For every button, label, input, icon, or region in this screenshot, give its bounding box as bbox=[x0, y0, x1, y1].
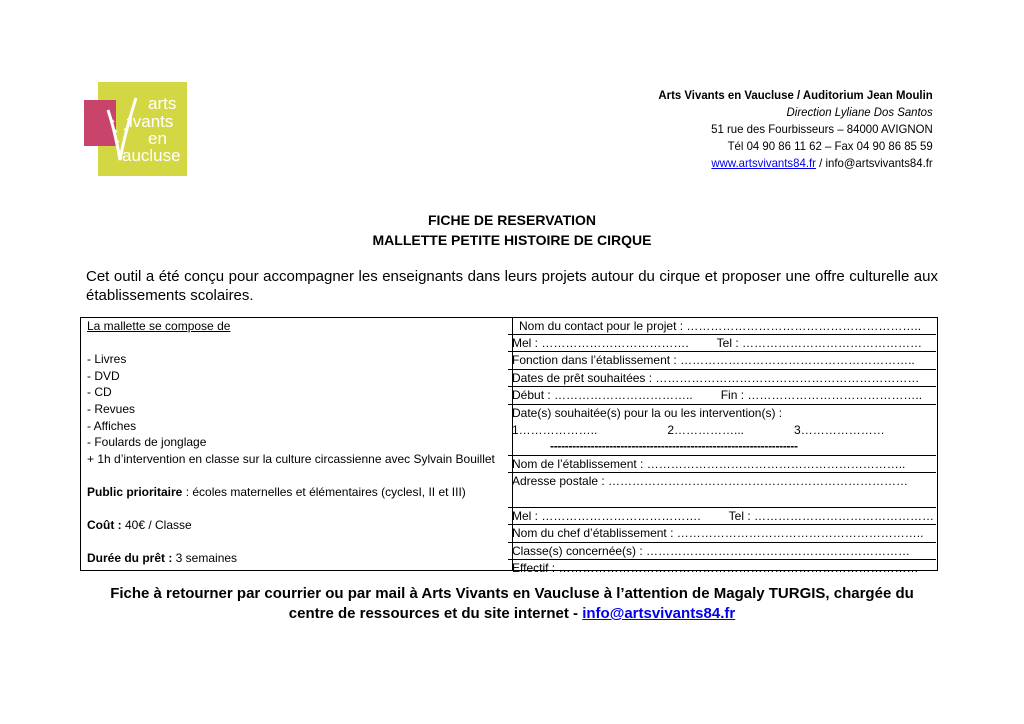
direction-line: Direction Lyliane Dos Santos bbox=[786, 105, 933, 119]
duration-label: Durée du prêt : bbox=[87, 551, 173, 566]
kit-item: + 1h d’intervention en classe sur la culture circassienne avec Sylvain Bouillet bbox=[87, 451, 495, 466]
intro-paragraph: Cet outil a été conçu pour accompagner les enseignants dans leurs projets autour du cirque et proposer une offre culturelle aux établissements scolaires. bbox=[86, 268, 938, 304]
school-mel-field[interactable]: Mel : …………………………………. bbox=[512, 508, 701, 523]
logo-text-ivants: ivants bbox=[129, 112, 174, 131]
logo-text-aucluse: aucluse bbox=[122, 146, 181, 165]
loan-duration-line bbox=[87, 550, 506, 567]
link-separator: / bbox=[816, 156, 826, 170]
postal-address-field[interactable]: Adresse postale : ………………………………………………………………… bbox=[508, 472, 936, 506]
intervention-date-3[interactable]: 3………………… bbox=[794, 422, 885, 437]
title-line-1: FICHE DE RESERVATION bbox=[427, 212, 597, 228]
head-teacher-field[interactable]: Nom du chef d’établissement : …………………………………………………….. bbox=[508, 524, 936, 542]
phone-line: Tél 04 90 86 11 62 – Fax 04 90 86 85 59 bbox=[727, 139, 933, 153]
kit-item: - Revues bbox=[87, 401, 136, 416]
address-line: 51 rue des Fourbisseurs – 84000 AVIGNON bbox=[711, 122, 933, 136]
logo-text-arts: arts bbox=[148, 94, 177, 113]
arts-vivants-logo-icon bbox=[84, 82, 187, 176]
function-field[interactable]: Fonction dans l’établissement : ………………………………………………….. bbox=[508, 351, 936, 369]
public-value: : écoles maternelles et élémentaires (cyclesI, II et III) bbox=[182, 484, 466, 499]
kit-item: - Livres bbox=[87, 352, 127, 367]
kit-item: - DVD bbox=[87, 368, 120, 383]
public-label: Public prioritaire bbox=[87, 484, 183, 499]
kit-heading: La mallette se compose de bbox=[87, 319, 231, 333]
school-tel-field[interactable]: Tel : ……………………………………… bbox=[728, 508, 935, 523]
document-title bbox=[0, 210, 1024, 250]
intervention-date-2[interactable]: 2……………... bbox=[667, 422, 745, 437]
return-text: Fiche à retourner par courrier ou par mail à Arts Vivants en Vaucluse à l’attention de Magaly TURGIS, chargée du centre de ressources et du site internet - bbox=[110, 585, 914, 622]
contact-name-field[interactable]: Nom du contact pour le projet : ………………………………………………….. bbox=[519, 319, 922, 333]
start-end-row bbox=[508, 386, 936, 404]
school-name-field[interactable]: Nom de l’établissement : ……………………………………………………….. bbox=[508, 455, 936, 473]
return-email-link[interactable]: info@artsvivants84.fr bbox=[582, 605, 736, 622]
duration-value: 3 semaines bbox=[172, 551, 238, 566]
organization-header bbox=[659, 87, 933, 172]
end-date-field[interactable]: Fin : …………………………………….. bbox=[720, 388, 923, 403]
kit-item: - Affiches bbox=[87, 418, 137, 433]
section-divider: ------------------------------------------------------------------- bbox=[550, 439, 798, 454]
header-email: info@artsvivants84.fr bbox=[825, 156, 933, 170]
mel-tel-row-1 bbox=[508, 334, 936, 352]
cost-line bbox=[87, 517, 506, 534]
return-instructions bbox=[0, 584, 1024, 624]
website-link[interactable]: www.artsvivants84.fr bbox=[711, 156, 817, 170]
classes-field[interactable]: Classe(s) concernée(s) : ………………………………………………………… bbox=[508, 542, 936, 560]
organization-name: Arts Vivants en Vaucluse / Auditorium Jean Moulin bbox=[658, 88, 933, 102]
kit-contents-cell bbox=[81, 318, 513, 571]
contact-form-fields bbox=[512, 317, 936, 577]
mel-tel-row-2 bbox=[508, 507, 936, 525]
title-line-2: MALLETTE PETITE HISTOIRE DE CIRQUE bbox=[372, 232, 652, 248]
start-date-field[interactable]: Début : …………………………….. bbox=[512, 388, 693, 403]
loan-dates-field[interactable]: Dates de prêt souhaitées : ………………………………………………………… bbox=[508, 369, 936, 387]
contact-links bbox=[659, 155, 933, 172]
logo-text-en: en bbox=[148, 129, 167, 148]
public-line bbox=[87, 484, 506, 501]
cost-label: Coût : bbox=[87, 518, 122, 533]
headcount-field[interactable]: Effectif : ……………………………………………………………………………… bbox=[508, 559, 936, 577]
kit-item: - Foulards de jonglage bbox=[87, 435, 207, 450]
kit-item: - CD bbox=[87, 385, 112, 400]
cost-value: 40€ / Classe bbox=[121, 518, 192, 533]
tel-field[interactable]: Tel : ……………………………………… bbox=[716, 335, 923, 350]
logo bbox=[84, 82, 187, 176]
intervention-dates-label: Date(s) souhaitée(s) pour la ou les intervention(s) : bbox=[508, 404, 936, 422]
mel-field[interactable]: Mel : ………………………………. bbox=[512, 335, 689, 350]
intervention-dates-row bbox=[508, 422, 936, 439]
intervention-date-1[interactable]: 1……………….. bbox=[512, 422, 598, 437]
